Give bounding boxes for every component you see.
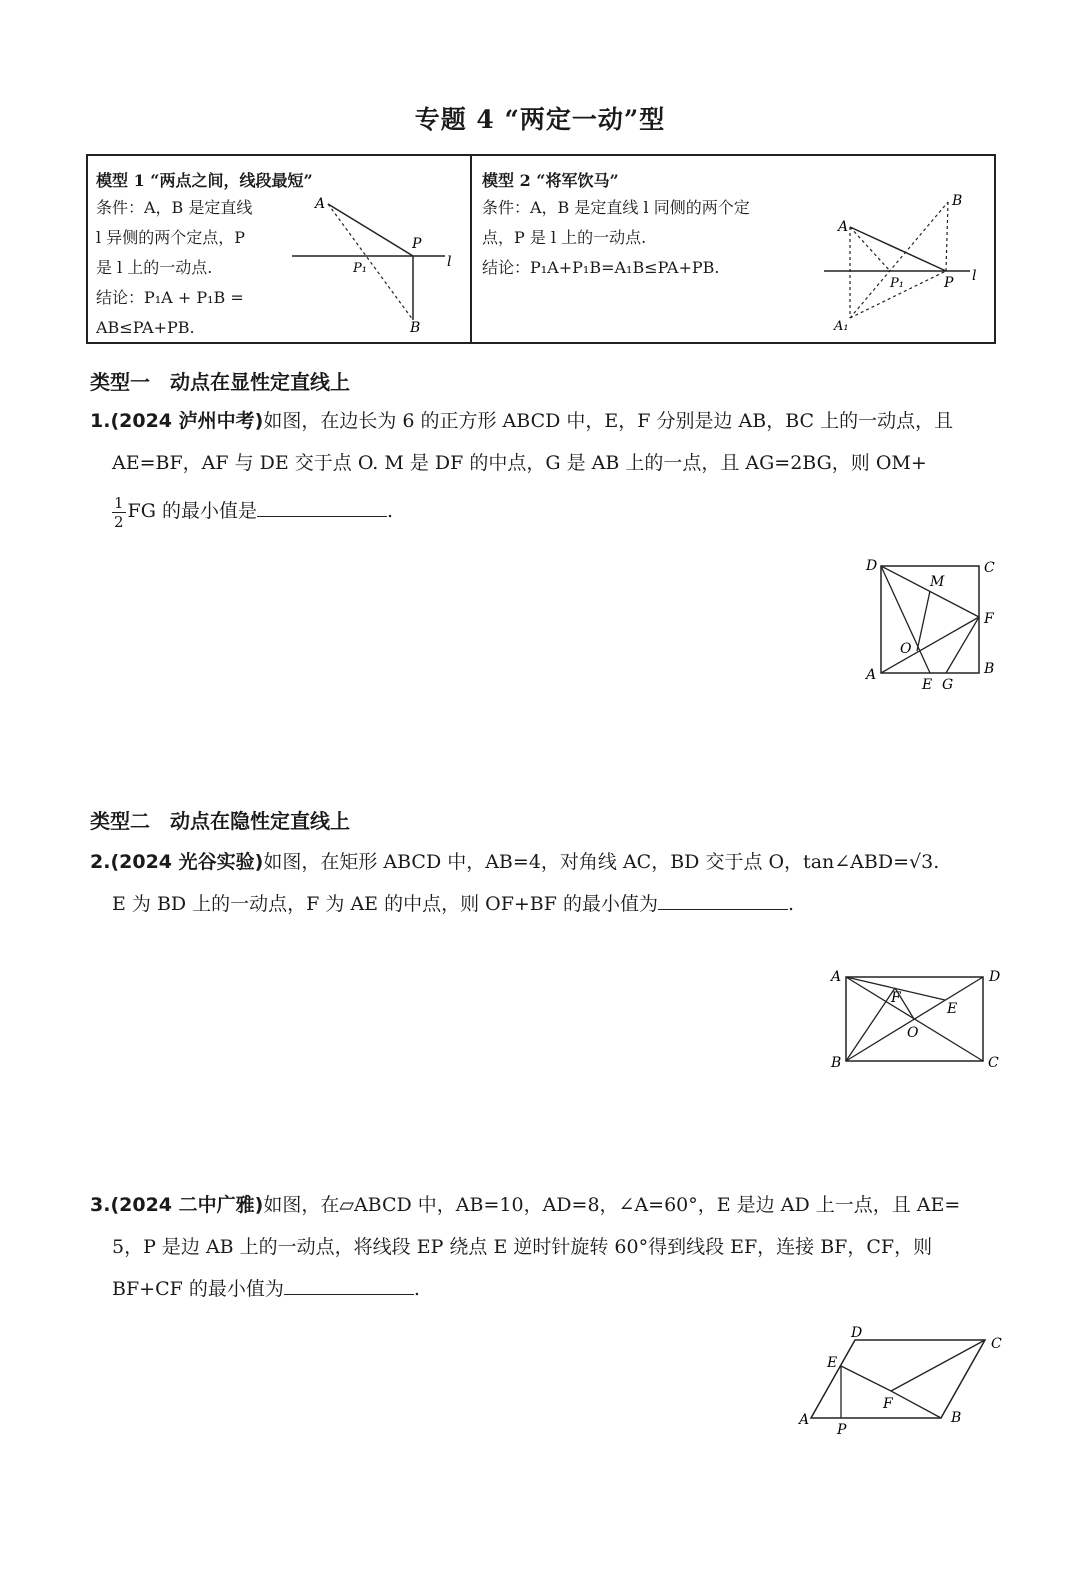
label-E: E: [922, 677, 933, 693]
label-C: C: [984, 560, 995, 576]
label-A: A: [315, 196, 326, 212]
model-divider: [470, 154, 472, 344]
label-P: P: [944, 275, 954, 291]
q2-text2: E 为 BD 上的一动点，F 为 AE 的中点，则 OF+BF 的最小值为: [112, 893, 658, 915]
model2-line: 点，P 是 l 上的一动点.: [482, 228, 647, 247]
q2-number: 2.: [90, 851, 111, 873]
q1-diagram: [860, 555, 1010, 695]
q1-number: 1.: [90, 410, 111, 432]
model2-diagram: [820, 185, 992, 340]
answer-blank[interactable]: [257, 494, 387, 517]
label-D: D: [851, 1325, 863, 1341]
answer-blank[interactable]: [658, 887, 788, 910]
model2-title: 模型 2 “将军饮马”: [482, 171, 619, 190]
model1-line: AB≤PA+PB.: [96, 318, 195, 337]
label-E: E: [827, 1355, 838, 1371]
label-F: F: [984, 611, 994, 627]
q1-line1: [90, 400, 1010, 442]
model1-title: 模型 1 “两点之间，线段最短”: [96, 171, 313, 190]
answer-blank[interactable]: [284, 1272, 414, 1295]
label-G: G: [942, 677, 954, 693]
label-A: A: [838, 219, 849, 235]
q2-diagram: [825, 965, 1010, 1075]
label-l: l: [972, 268, 977, 284]
label-D: D: [866, 558, 878, 574]
label-D: D: [989, 969, 1001, 985]
q2-text1: 如图，在矩形 ABCD 中，AB=4，对角线 AC，BD 交于点 O，tan∠ABD=√3.: [263, 851, 940, 873]
question-1: [90, 400, 1010, 532]
label-P: P: [837, 1422, 847, 1438]
label-E: E: [947, 1001, 958, 1017]
q2-source: (2024 光谷实验): [110, 851, 264, 873]
model1-line: 结论：P₁A + P₁B =: [96, 288, 244, 307]
label-A: A: [866, 667, 877, 683]
q3-source: (2024 二中广雅): [110, 1194, 264, 1216]
q1-line3: [90, 490, 1010, 532]
q2-line2: [90, 883, 1010, 925]
q3-end: .: [413, 1278, 420, 1300]
q3-diagram: [795, 1322, 1010, 1442]
fraction: [112, 494, 126, 531]
label-M: M: [930, 574, 945, 590]
label-P: P: [412, 236, 422, 252]
label-A1: A₁: [834, 319, 849, 334]
q1-source: (2024 泸州中考): [110, 410, 264, 432]
model2-line: 结论：P₁A+P₁B=A₁B≤PA+PB.: [482, 258, 720, 277]
label-A: A: [831, 969, 842, 985]
label-O: O: [900, 641, 912, 657]
type1-heading: 类型一 动点在显性定直线上: [90, 370, 350, 394]
q2-end: .: [787, 893, 795, 915]
label-l: l: [447, 254, 452, 270]
q1-text1: 如图，在边长为 6 的正方形 ABCD 中，E，F 分别是边 AB，BC 上的一动点，且: [263, 410, 954, 432]
q1-text3: FG 的最小值是: [127, 500, 257, 522]
question-2: [90, 841, 1010, 925]
q1-end: .: [386, 500, 393, 522]
model1-text: [96, 193, 296, 343]
label-C: C: [991, 1336, 1002, 1352]
type2-heading: 类型二 动点在隐性定直线上: [90, 809, 350, 833]
label-B: B: [984, 661, 995, 677]
frac-numerator: 1: [114, 493, 124, 512]
model1-line: 条件：A，B 是定直线: [96, 198, 253, 217]
label-A: A: [799, 1412, 810, 1428]
q3-line1: [90, 1184, 1010, 1226]
q3-line3: [90, 1268, 1010, 1310]
question-3: [90, 1184, 1010, 1310]
label-B: B: [831, 1055, 842, 1071]
model2-text: [482, 193, 822, 283]
label-P1: P₁: [353, 261, 367, 276]
label-B: B: [951, 1410, 962, 1426]
q1-line2: AE=BF，AF 与 DE 交于点 O. M 是 DF 的中点，G 是 AB 上的一点，且 AG=2BG，则 OM+: [112, 452, 927, 474]
model2-line: 条件：A，B 是定直线 l 同侧的两个定: [482, 198, 750, 217]
label-P1: P₁: [890, 276, 904, 291]
label-B: B: [952, 193, 963, 209]
q3-line2: 5，P 是边 AB 上的一动点，将线段 EP 绕点 E 逆时针旋转 60°得到线段 EF，连接 BF，CF，则: [112, 1236, 933, 1258]
page-title: 专题 4 “两定一动”型: [414, 105, 666, 134]
model1-line: l 异侧的两个定点，P: [96, 228, 245, 247]
label-O: O: [907, 1025, 919, 1041]
model1-diagram: [290, 190, 470, 340]
frac-denominator: 2: [114, 512, 124, 531]
label-B: B: [410, 320, 421, 336]
q3-number: 3.: [90, 1194, 111, 1216]
q3-text1: 如图，在▱ABCD 中，AB=10，AD=8，∠A=60°，E 是边 AD 上一点，且 AE=: [263, 1194, 961, 1216]
q3-text3: BF+CF 的最小值为: [112, 1278, 284, 1300]
model1-line: 是 l 上的一动点.: [96, 258, 213, 277]
q2-line1: [90, 841, 1010, 883]
label-F: F: [891, 990, 901, 1006]
label-F: F: [883, 1396, 893, 1412]
label-C: C: [988, 1055, 999, 1071]
